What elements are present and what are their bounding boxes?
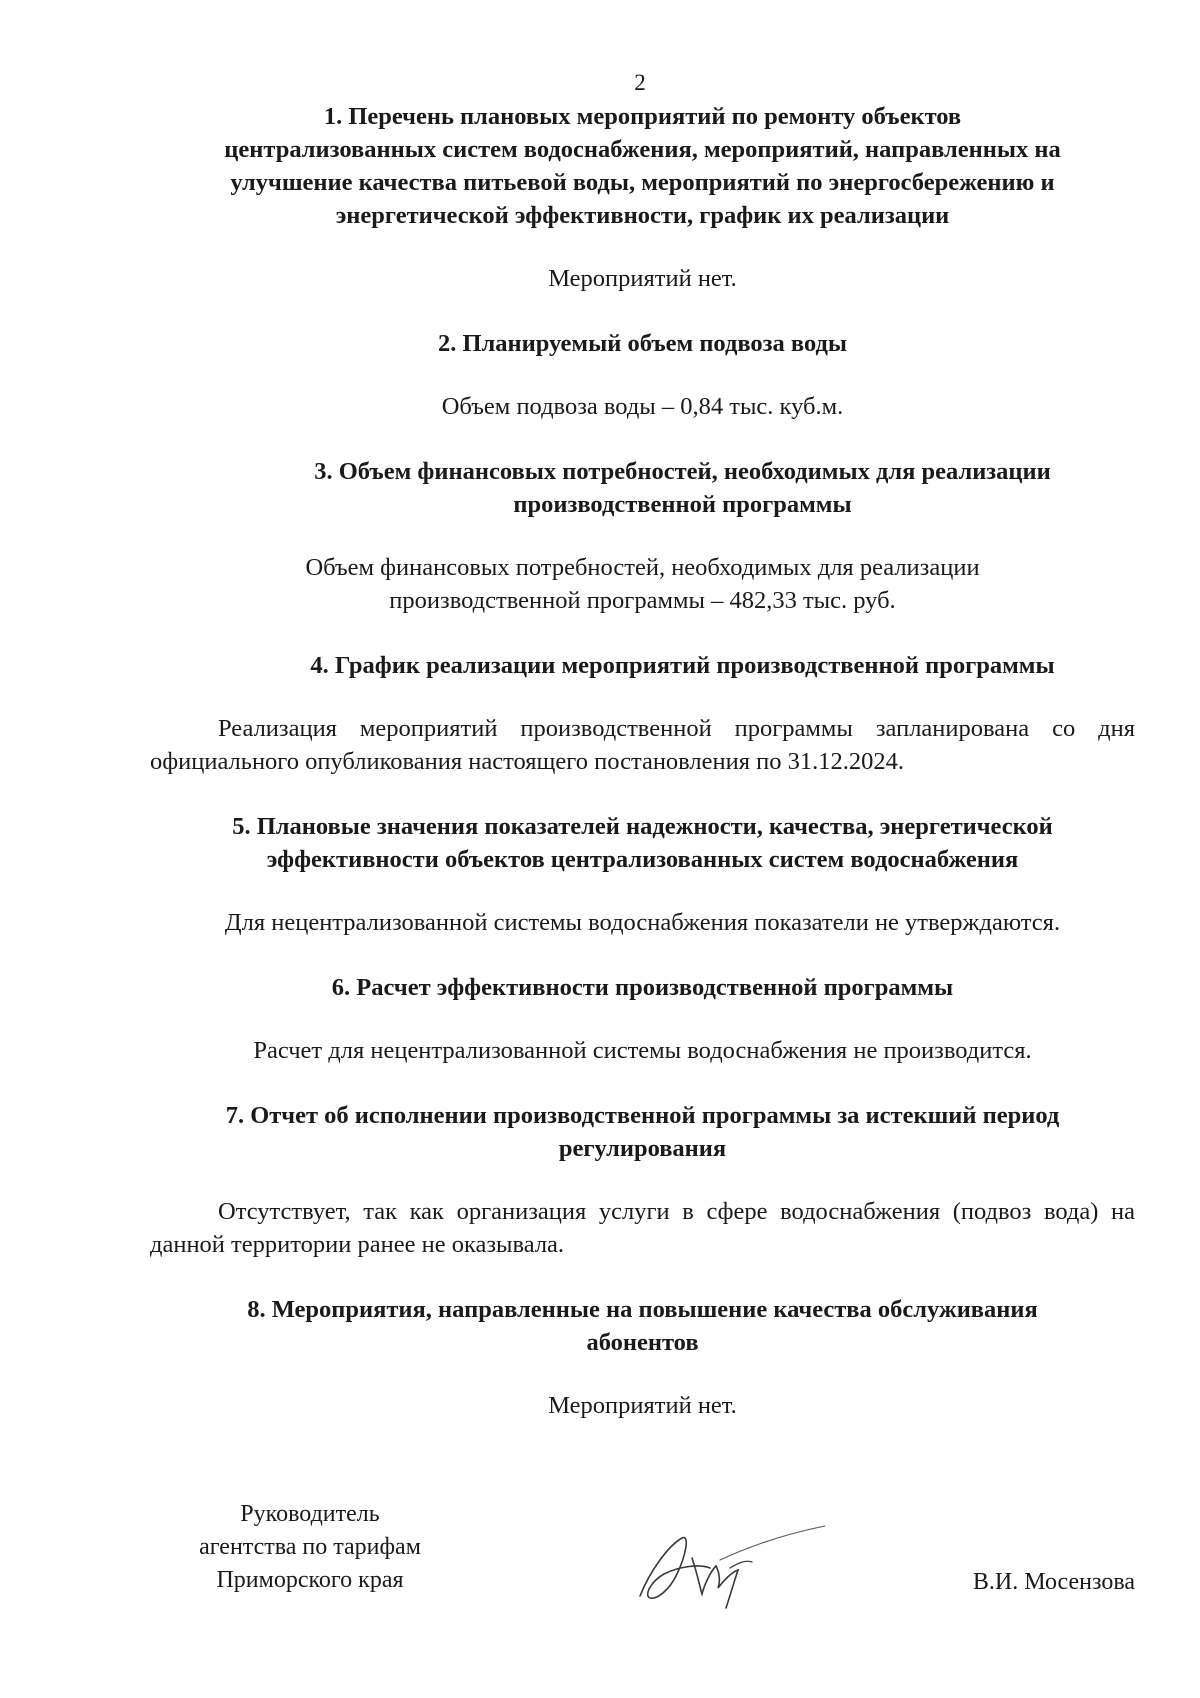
signer-name: В.И. Мосензова: [972, 1569, 1135, 1595]
section-3-body: [150, 551, 1135, 617]
section-6: [150, 971, 1135, 1067]
handwritten-signature-icon: [620, 1516, 830, 1616]
section-5-heading: [150, 810, 1135, 876]
section-8-heading: [150, 1293, 1135, 1359]
section-7-heading: [150, 1099, 1135, 1165]
section-2-heading: [150, 327, 1135, 360]
heading-line: 2. Планируемый объем подвоза воды: [437, 330, 848, 357]
page-number: 2: [634, 70, 646, 95]
section-6-body: Расчет для нецентрализованной системы водоснабжения не производится.: [253, 1037, 1032, 1064]
heading-line: 7. Отчет об исполнении производственной программы за истекший период: [225, 1102, 1060, 1129]
section-1: [150, 100, 1135, 295]
heading-line: энергетической эффективности, график их реализации: [335, 202, 950, 229]
signer-title-line: Руководитель: [240, 1501, 380, 1527]
signer-title-line: агентства по тарифам: [199, 1534, 421, 1560]
section-6-heading: [150, 971, 1135, 1004]
document-content: [150, 100, 1135, 1422]
heading-line: абонентов: [586, 1329, 699, 1356]
section-4-body: Реализация мероприятий производственной программы запланирована со дня официального опубликования настоящего постановления по 31.12.2024.: [150, 715, 1135, 775]
heading-line: улучшение качества питьевой воды, мероприятий по энергосбережению и: [230, 169, 1055, 196]
heading-line: 4. График реализации мероприятий производственной программы: [310, 652, 1055, 679]
heading-line: производственной программы: [513, 491, 852, 518]
section-1-heading: [150, 100, 1135, 232]
section-1-body: Мероприятий нет.: [548, 265, 737, 292]
section-2: [150, 327, 1135, 423]
section-4-heading: [150, 649, 1135, 682]
body-line: Объем финансовых потребностей, необходимых для реализации: [305, 554, 980, 581]
section-5-body: Для нецентрализованной системы водоснабжения показатели не утверждаются.: [224, 909, 1061, 936]
section-5: [150, 810, 1135, 939]
heading-line: 3. Объем финансовых потребностей, необходимых для реализации: [314, 458, 1051, 485]
heading-line: эффективности объектов централизованных систем водоснабжения: [266, 846, 1019, 873]
heading-line: централизованных систем водоснабжения, мероприятий, направленных на: [224, 136, 1061, 163]
section-3: [150, 455, 1135, 617]
signature-block: [150, 1498, 1135, 1618]
heading-line: регулирования: [558, 1135, 727, 1162]
heading-line: 8. Мероприятия, направленные на повышение качества обслуживания: [247, 1296, 1038, 1323]
signer-title: [175, 1498, 445, 1597]
section-2-body: Объем подвоза воды – 0,84 тыс. куб.м.: [441, 393, 844, 420]
section-8-body: Мероприятий нет.: [548, 1392, 737, 1419]
body-line: производственной программы – 482,33 тыс. руб.: [389, 587, 896, 614]
section-7: [150, 1099, 1135, 1261]
section-7-body: Отсутствует, так как организация услуги в сфере водоснабжения (подвоз вода) на данной территории ранее не оказывала.: [150, 1198, 1135, 1258]
heading-line: 6. Расчет эффективности производственной программы: [331, 974, 954, 1001]
signer-title-line: Приморского края: [216, 1567, 404, 1593]
heading-line: 1. Перечень плановых мероприятий по ремонту объектов: [323, 103, 962, 130]
section-4: [150, 649, 1135, 778]
section-8: [150, 1293, 1135, 1422]
heading-line: 5. Плановые значения показателей надежности, качества, энергетической: [232, 813, 1053, 840]
section-3-heading: [150, 455, 1135, 521]
